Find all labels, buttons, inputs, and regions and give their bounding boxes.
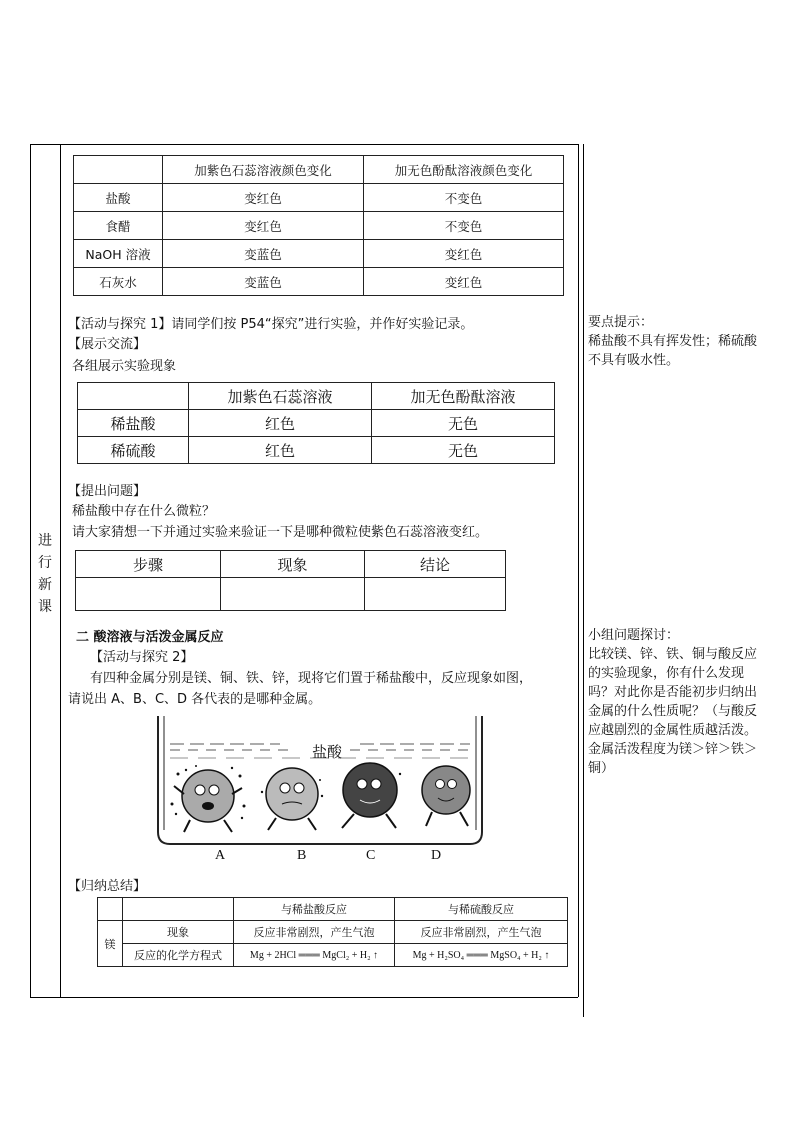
table-row: 食醋 变红色 不变色 bbox=[74, 212, 564, 240]
figure-label-d: D bbox=[431, 848, 442, 863]
table-row bbox=[76, 578, 506, 611]
indicator-table bbox=[73, 155, 564, 296]
metal-d bbox=[422, 766, 470, 826]
table-row: 盐酸 变红色 不变色 bbox=[74, 184, 564, 212]
question-text-2: 请大家猜想一下并通过实验来验证一下是哪种微粒使紫色石蕊溶液变红。 bbox=[72, 525, 489, 540]
figure-label-c: C bbox=[366, 848, 376, 863]
activity2-text-2: 请说出 A、B、C、D 各代表的是哪种金属。 bbox=[68, 692, 322, 707]
figure-label-a: A bbox=[215, 848, 226, 863]
beaker-figure bbox=[150, 714, 490, 848]
table-row: NaOH 溶液 变蓝色 变红色 bbox=[74, 240, 564, 268]
table-header-row: 与稀盐酸反应 与稀硫酸反应 bbox=[98, 898, 568, 921]
metal-b bbox=[261, 768, 323, 830]
frame-inner-line bbox=[60, 144, 61, 997]
figure-label-b: B bbox=[297, 848, 307, 863]
activity2-text-1: 有四种金属分别是镁、铜、铁、锌，现将它们置于稀盐酸中，反应现象如图， bbox=[90, 671, 533, 686]
note-group-discussion: 小组问题探讨： 比较镁、锌、铁、铜与酸反应的实验现象，你有什么发现吗？对此你是否能初步归纳出金属的什么性质呢？（与酸反应越剧烈的金属性质越活泼。金属活泼程度为镁＞锌＞铁＞铜） bbox=[588, 628, 758, 776]
frame-right-line bbox=[583, 144, 584, 1017]
frame-bottom-line bbox=[30, 997, 578, 998]
question-text-1: 稀盐酸中存在什么微粒？ bbox=[72, 504, 216, 519]
table-header-row: 加紫色石蕊溶液颜色变化 加无色酚酞溶液颜色变化 bbox=[74, 156, 564, 184]
exchange-heading: 【展示交流】 bbox=[68, 337, 147, 352]
inquiry-table bbox=[75, 550, 506, 611]
table-header-row: 加紫色石蕊溶液 加无色酚酞溶液 bbox=[78, 383, 555, 410]
activity1-text: 【活动与探究 1】请同学们按 P54“探究”进行实验，并作好实验记录。 bbox=[68, 317, 474, 332]
summary-table bbox=[97, 897, 568, 967]
metal-a bbox=[171, 765, 246, 832]
question-heading: 【提出问题】 bbox=[68, 484, 147, 499]
table-row: 反应的化学方程式 Mg + 2HCl ═══ MgCl₂ + H₂ ↑ Mg + H₂SO₄ ═══ MgSO₄ + H₂ ↑ bbox=[98, 944, 568, 967]
table-row: 石灰水 变蓝色 变红色 bbox=[74, 268, 564, 296]
exchange-text: 各组展示实验现象 bbox=[72, 359, 177, 374]
section-label: 进 行 新 课 bbox=[38, 533, 52, 615]
table-header-row: 步骤 现象 结论 bbox=[76, 551, 506, 578]
note-key-points: 要点提示： 稀盐酸不具有挥发性；稀硫酸不具有吸水性。 bbox=[588, 315, 758, 368]
experiment-table bbox=[77, 382, 555, 464]
table-row: 稀盐酸 红色 无色 bbox=[78, 410, 555, 437]
frame-top-line bbox=[30, 144, 578, 145]
metal-c bbox=[342, 763, 401, 828]
liquid-label: 盐酸 bbox=[312, 743, 343, 761]
section2-title: 二 酸溶液与活泼金属反应 bbox=[76, 630, 224, 645]
frame-mid-line bbox=[578, 144, 579, 997]
table-row: 镁 现象 反应非常剧烈，产生气泡 反应非常剧烈，产生气泡 bbox=[98, 921, 568, 944]
table-row: 稀硫酸 红色 无色 bbox=[78, 437, 555, 464]
activity2-heading: 【活动与探究 2】 bbox=[90, 650, 194, 665]
summary-heading: 【归纳总结】 bbox=[68, 879, 147, 894]
